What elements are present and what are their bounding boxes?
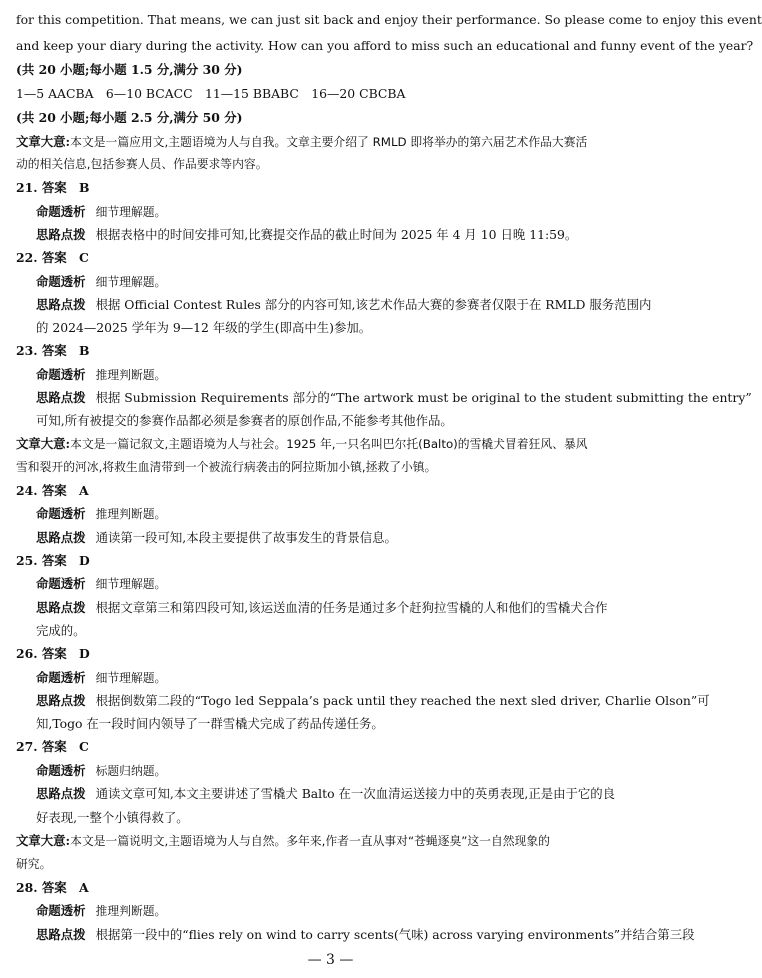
- summary-label: 文章大意:: [16, 134, 71, 149]
- question-answer: 25. 答案 D: [16, 553, 90, 568]
- question-answer: 22. 答案 C: [16, 250, 89, 265]
- summary-text: 雪和裂开的河冰,将救生血清带到一个被流行病袭击的阿拉斯加小镇,拯救了小镇。: [16, 460, 437, 474]
- summary-text: 本文是一篇应用文,主题语境为人与自我。文章主要介绍了 RMLD 即将举办的第六届艺术作品大赛活: [70, 135, 588, 149]
- solution-label: 思路点拨: [36, 927, 86, 942]
- analysis-label: 命题透析: [36, 204, 86, 219]
- solution-row: [36, 600, 649, 616]
- solution-row: [36, 927, 695, 943]
- passage-text-line: and keep your diary during the activity. How can you afford to miss such an educational and funny event of the year?: [16, 38, 754, 53]
- analysis-label: 命题透析: [36, 367, 86, 382]
- analysis-label: 命题透析: [36, 576, 86, 591]
- solution-text: 根据文章第三和第四段可知,该运送血清的任务是通过多个赶狗拉雪橇的人和他们的雪橇犬合作: [95, 600, 608, 615]
- analysis-text: 推理判断题。: [95, 507, 167, 521]
- analysis-label: 命题透析: [36, 670, 86, 685]
- solution-row: [36, 530, 649, 546]
- analysis-text: 细节理解题。: [95, 275, 167, 289]
- solution-text: 根据表格中的时间安排可知,比赛提交作品的截止时间为 2025 年 4 月 10 日晚 11:59。: [95, 227, 578, 242]
- summary-text: 研究。: [16, 857, 52, 871]
- analysis-text: 细节理解题。: [95, 577, 167, 591]
- solution-label: 思路点拨: [36, 693, 86, 708]
- summary-label: 文章大意:: [16, 833, 71, 848]
- solution-label: 思路点拨: [36, 297, 86, 312]
- solution-text-continued: 可知,所有被提交的参赛作品都必须是参赛者的原创作品,不能参考其他作品。: [36, 413, 453, 428]
- analysis-row: [36, 274, 649, 290]
- section-heading: (共 20 小题;每小题 1.5 分,满分 30 分): [16, 62, 243, 77]
- question-answer: 23. 答案 B: [16, 343, 90, 358]
- solution-row: [36, 786, 649, 802]
- question-answer: 24. 答案 A: [16, 483, 89, 498]
- analysis-row: [36, 763, 649, 779]
- analysis-text: 标题归纳题。: [95, 764, 167, 778]
- summary-line: [16, 833, 649, 849]
- analysis-text: 推理判断题。: [95, 368, 167, 382]
- summary-text: 本文是一篇说明文,主题语境为人与自然。多年来,作者一直从事对“苍蝇逐臭”这一自然现象的: [70, 834, 550, 848]
- solution-row: [36, 227, 649, 243]
- solution-text: 根据倒数第二段的“Togo led Seppala’s pack until they reached the next sled driver, Charlie Olson”可: [95, 693, 710, 708]
- analysis-row: [36, 367, 649, 383]
- solution-row: [36, 390, 752, 406]
- summary-text: 动的相关信息,包括参赛人员、作品要求等内容。: [16, 157, 268, 171]
- analysis-label: 命题透析: [36, 763, 86, 778]
- summary-line: [16, 134, 649, 150]
- summary-line: [16, 436, 649, 452]
- solution-text: 根据 Official Contest Rules 部分的内容可知,该艺术作品大赛的参赛者仅限于在 RMLD 服务范围内: [95, 297, 652, 312]
- solution-row: [36, 297, 652, 313]
- analysis-row: [36, 204, 649, 220]
- question-answer: 26. 答案 D: [16, 646, 90, 661]
- analysis-row: [36, 506, 649, 522]
- analysis-label: 命题透析: [36, 903, 86, 918]
- question-answer: 27. 答案 C: [16, 739, 89, 754]
- analysis-row: [36, 903, 649, 919]
- analysis-label: 命题透析: [36, 274, 86, 289]
- analysis-row: [36, 576, 649, 592]
- analysis-text: 细节理解题。: [95, 671, 167, 685]
- solution-text: 根据第一段中的“flies rely on wind to carry scents(气味) across varying environments”并结合第三段: [95, 927, 695, 942]
- answer-list: 1—5 AACBA 6—10 BCACC 11—15 BBABC 16—20 CBCBA: [16, 86, 406, 101]
- section-heading: (共 20 小题;每小题 2.5 分,满分 50 分): [16, 110, 243, 125]
- analysis-row: [36, 670, 649, 686]
- solution-text: 通读文章可知,本文主要讲述了雪橇犬 Balto 在一次血清运送接力中的英勇表现,正是由于它的良: [95, 786, 616, 801]
- solution-text: 根据 Submission Requirements 部分的“The artwork must be original to the student submitting the entry”: [95, 390, 752, 405]
- solution-label: 思路点拨: [36, 390, 86, 405]
- solution-text-continued: 好表现,一整个小镇得救了。: [36, 810, 189, 825]
- solution-text-continued: 的 2024—2025 学年为 9—12 年级的学生(即高中生)参加。: [36, 320, 372, 335]
- solution-row: [36, 693, 710, 709]
- solution-label: 思路点拨: [36, 530, 86, 545]
- summary-label: 文章大意:: [16, 436, 71, 451]
- solution-text: 通读第一段可知,本段主要提供了故事发生的背景信息。: [95, 530, 397, 545]
- analysis-label: 命题透析: [36, 506, 86, 521]
- question-answer: 28. 答案 A: [16, 880, 89, 895]
- analysis-text: 推理判断题。: [95, 904, 167, 918]
- solution-text-continued: 知,Togo 在一段时间内领导了一群雪橇犬完成了药品传递任务。: [36, 716, 384, 731]
- analysis-text: 细节理解题。: [95, 205, 167, 219]
- solution-label: 思路点拨: [36, 786, 86, 801]
- passage-text-line: for this competition. That means, we can just sit back and enjoy their performance. So please come to enjoy this event: [16, 12, 762, 27]
- solution-label: 思路点拨: [36, 227, 86, 242]
- solution-text-continued: 完成的。: [36, 623, 86, 638]
- page-number: — 3 —: [307, 952, 354, 968]
- solution-label: 思路点拨: [36, 600, 86, 615]
- summary-text: 本文是一篇记叙文,主题语境为人与社会。1925 年,一只名叫巴尔托(Balto)的雪橇犬冒着狂风、暴风: [70, 437, 588, 451]
- question-answer: 21. 答案 B: [16, 180, 90, 195]
